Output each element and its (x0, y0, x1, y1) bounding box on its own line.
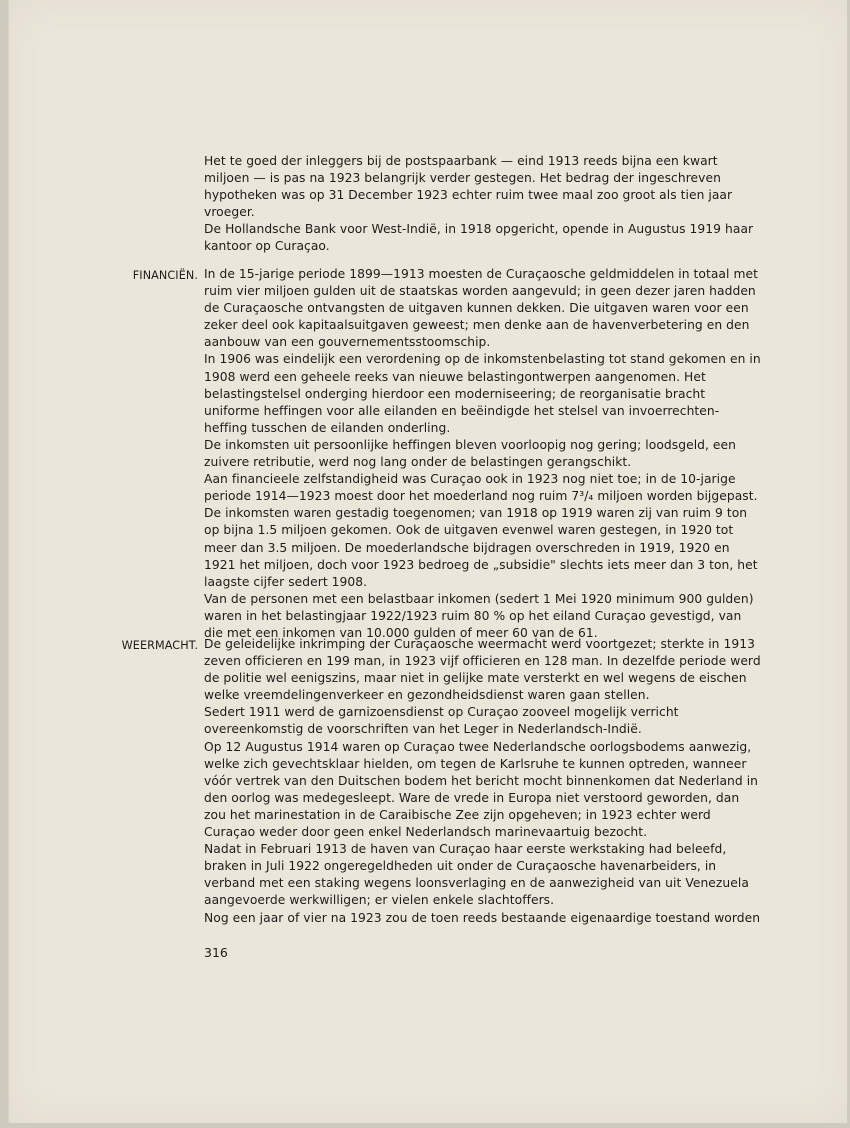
section-financien (204, 266, 762, 642)
paragraph: Nadat in Februari 1913 de haven van Curaçao haar eerste werkstaking had beleefd, braken in Juli 1922 ongeregeldheden uit onder de Curaçaosche havenarbeiders, in verband met een staking wegens loonsverlaging en de aanwezigheid van uit Venezuela aangevoerde werkwilligen; er vielen enkele slachtoffers. (204, 842, 749, 908)
paragraph: Het te goed der inleggers bij de postspaarbank — eind 1913 reeds bijna een kwart miljoen — is pas na 1923 belangrijk verder gestegen. Het bedrag der ingeschreven hypotheken was op 31 December 1923 echter ruim twee maal zoo groot als tien jaar vroeger. (204, 154, 733, 220)
paragraph: De Hollandsche Bank voor West-Indië, in 1918 opgericht, opende in Augustus 1919 haar kantoor op Curaçao. (204, 222, 754, 254)
paragraph: Van de personen met een belastbaar inkomen (sedert 1 Mei 1920 minimum 900 gulden) waren in het belastingjaar 1922/1923 ruim 80 % op het eiland Curaçao gevestigd, van die met een inkomen van 10.000 gulden of meer 60 van de 61. (204, 591, 754, 640)
paragraph: De inkomsten uit persoonlijke heffingen bleven voorloopig nog gering; loodsgeld, een zuivere retributie, werd nog lang onder de belastingen gerangschikt. (204, 437, 737, 470)
paragraph: Aan financieele zelfstandigheid was Curaçao ook in 1923 nog niet toe; in de 10-jarige periode 1914—1923 moest door het moederland nog ruim 7³/₄ miljoen worden bijgepast. De inkomsten waren gestadig toegenomen; van 1918 op 1919 waren zij van ruim 9 ton op bijna 1.5 miljoen gekomen. Ook de uitgaven evenwel waren gestegen, in 1920 tot meer dan 3.5 miljoen. De moederlandsche bijdragen overschreden in 1919, 1920 en 1921 het miljoen, doch voor 1923 bedroeg de „subsidie" slechts iets meer dan 3 ton, het laagste cijfer sedert 1908. (204, 472, 758, 589)
paragraph: In 1906 was eindelijk een verordening op de inkomstenbelasting tot stand gekomen en in 1908 werd een geheele reeks van nieuwe belastingontwerpen aangenomen. Het belastingstelsel onderging hierdoor een moderniseering; de reorganisatie bracht uniforme heffingen voor alle eilanden en beëindigde het stelsel van invoerrechten-heffing tusschen de eilanden onderling. (204, 352, 761, 435)
section-label-financien: FINANCIËN. (132, 269, 198, 282)
section-weermacht (204, 636, 762, 927)
page-number: 316 (204, 945, 228, 960)
paragraph: Op 12 Augustus 1914 waren op Curaçao twee Nederlandsche oorlogsbodems aanwezig, welke zich gevechtsklaar hielden, om tegen de Karlsruhe te kunnen optreden, wanneer vóór vertrek van den Duitschen bodem het bericht mocht binnenkomen dat Nederland in den oorlog was medegesleept. Ware de vrede in Europa niet verstoord geworden, dan zou het marinestation in de Caraibische Zee zijn opgeheven; in 1923 echter werd Curaçao weder door geen enkel Nederlandsch marinevaartuig bezocht. (204, 739, 759, 840)
paragraph: De geleidelijke inkrimping der Curaçaosche weermacht werd voortgezet; sterkte in 1913 zeven officieren en 199 man, in 1923 vijf officieren en 128 man. In dezelfde periode werd de politie wel eenigszins, maar niet in gelijke mate versterkt en wel wegens de eischen welke vreemdelingenverkeer en gezondheidsdienst waren gaan stellen. (204, 637, 761, 703)
section-label-weermacht: WEERMACHT. (121, 639, 198, 652)
paragraph: In de 15-jarige periode 1899—1913 moesten de Curaçaosche geldmiddelen in totaal met ruim vier miljoen gulden uit de staatskas worden aangevuld; in geen dezer jaren hadden de Curaçaosche ontvangsten de uitgaven kunnen dekken. Die uitgaven waren voor een zeker deel ook kapitaalsuitgaven geweest; men denke aan de havenverbetering en den aanbouw van een gouvernementsstoomschip. (204, 267, 758, 350)
paragraph: Nog een jaar of vier na 1923 zou de toen reeds bestaande eigenaardige toestand worden (204, 910, 761, 925)
intro-block (204, 153, 762, 256)
paragraph: Sedert 1911 werd de garnizoensdienst op Curaçao zooveel mogelijk verricht overeenkomstig de voorschriften van het Leger in Nederlandsch-Indië. (204, 705, 679, 737)
